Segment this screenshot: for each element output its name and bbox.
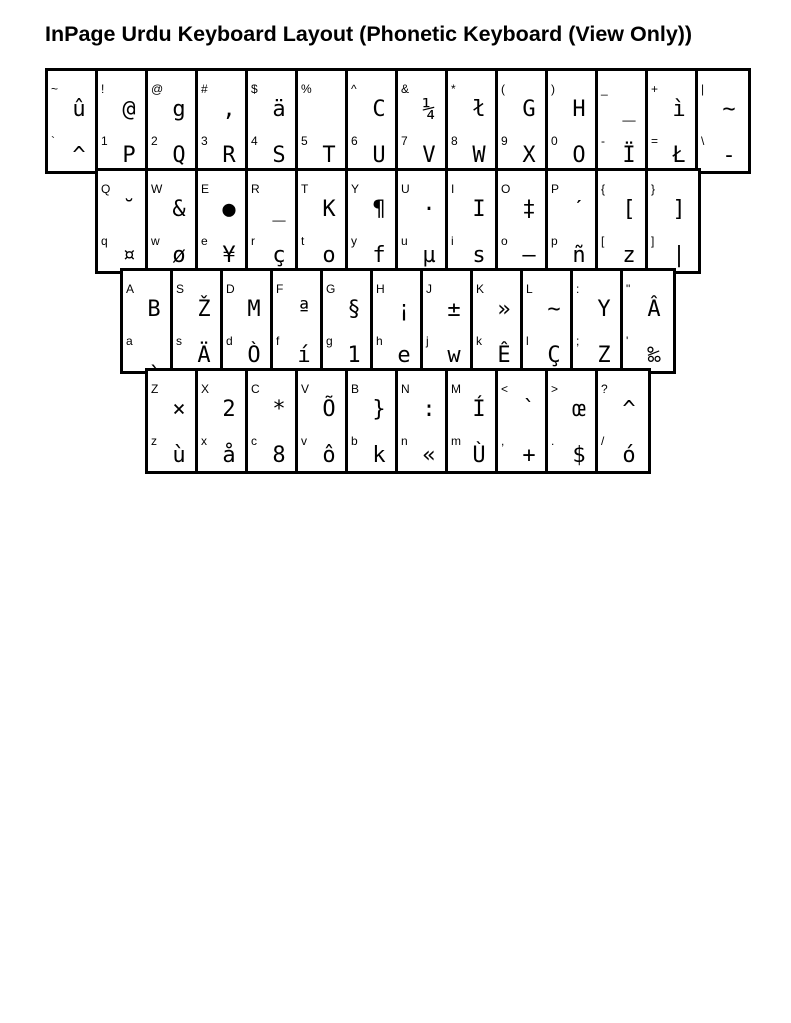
shift-glyph: K <box>322 197 336 222</box>
key-label: \ <box>701 134 705 148</box>
glyph: Ù <box>472 443 486 468</box>
key-shift-label: L <box>526 282 533 296</box>
glyph: í <box>297 343 311 368</box>
qwerty-row <box>95 168 701 274</box>
glyph: | <box>672 243 686 268</box>
key-label: e <box>201 234 208 248</box>
key-label: l <box>526 334 529 348</box>
shift-glyph: Í <box>472 397 486 422</box>
key-e <box>198 171 248 271</box>
shift-glyph: ¼ <box>422 97 436 122</box>
key-label: 6 <box>351 134 358 148</box>
key-label: 4 <box>251 134 258 148</box>
key-label: s <box>176 334 182 348</box>
key-shift-label: ^ <box>351 82 357 96</box>
key-shift-label: % <box>301 82 312 96</box>
glyph: ^ <box>72 143 86 168</box>
key-w <box>148 171 198 271</box>
key-j <box>423 271 473 371</box>
key-label: x <box>201 434 207 448</box>
shift-glyph: · <box>422 197 436 222</box>
key-label: , <box>501 434 505 448</box>
key-7 <box>398 71 448 171</box>
key-label: . <box>551 434 555 448</box>
key-label: 3 <box>201 134 208 148</box>
key-shift-label: } <box>651 182 656 196</box>
shift-glyph: ˘ <box>122 197 136 222</box>
key-label: - <box>601 134 605 148</box>
key-label: 9 <box>501 134 508 148</box>
key-shift-label: & <box>401 82 410 96</box>
shift-glyph: ¶ <box>372 197 386 222</box>
shift-glyph: [ <box>622 197 636 222</box>
key-z <box>148 371 198 471</box>
key-label: w <box>151 234 160 248</box>
shift-glyph: § <box>347 297 361 322</box>
shift-glyph: ± <box>447 297 461 322</box>
key-label: ' <box>626 334 629 348</box>
key-u47 <box>598 371 648 471</box>
key-i <box>448 171 498 271</box>
key-label: r <box>251 234 255 248</box>
key-shift-label: M <box>451 382 461 396</box>
shift-glyph: ª <box>297 297 311 322</box>
key-o <box>498 171 548 271</box>
key-shift-label: ( <box>501 82 505 96</box>
glyph: ñ <box>572 243 586 268</box>
key-shift-label: : <box>576 282 580 296</box>
glyph: e <box>397 343 411 368</box>
key-label: g <box>326 334 333 348</box>
key-u46 <box>548 371 598 471</box>
key-u39 <box>623 271 673 371</box>
page-title: InPage Urdu Keyboard Layout (Phonetic Keyboard (View Only)) <box>45 22 693 46</box>
shift-glyph: M <box>247 297 261 322</box>
glyph: Ä <box>197 343 211 368</box>
key-label: = <box>651 134 659 148</box>
key-shift-label: P <box>551 182 560 196</box>
key-9 <box>498 71 548 171</box>
key-shift-label: G <box>326 282 336 296</box>
shift-glyph: ` <box>522 397 536 422</box>
key-label: u <box>401 234 408 248</box>
key-label: 8 <box>451 134 458 148</box>
glyph: s <box>472 243 486 268</box>
key-label: 7 <box>401 134 408 148</box>
key-label: z <box>151 434 157 448</box>
key-t <box>298 171 348 271</box>
key-p <box>548 171 598 271</box>
key-shift-label: ? <box>601 382 608 396</box>
key-v <box>298 371 348 471</box>
shift-glyph: _ <box>622 97 636 122</box>
key-label: v <box>301 434 307 448</box>
key-label: i <box>451 234 454 248</box>
shift-glyph: ] <box>672 197 686 222</box>
key-shift-label: B <box>351 382 360 396</box>
key-m <box>448 371 498 471</box>
key-shift-label: R <box>251 182 260 196</box>
glyph: X <box>522 143 536 168</box>
key-shift-label: ) <box>551 82 555 96</box>
shift-glyph: 2 <box>222 397 236 422</box>
key-8 <box>448 71 498 171</box>
key-label: 0 <box>551 134 558 148</box>
shift-glyph: ˊ <box>572 197 586 222</box>
key-label: k <box>476 334 482 348</box>
key-shift-label: C <box>251 382 260 396</box>
shift-glyph: g <box>172 97 186 122</box>
key-q <box>98 171 148 271</box>
key-shift-label: H <box>376 282 385 296</box>
glyph: f <box>372 243 386 268</box>
glyph: w <box>447 343 461 368</box>
glyph: µ <box>422 243 436 268</box>
glyph: ô <box>322 443 336 468</box>
shift-glyph: } <box>372 397 386 422</box>
shift-glyph: & <box>172 197 186 222</box>
key-shift-label: F <box>276 282 284 296</box>
shift-glyph: : <box>422 397 436 422</box>
key-label: j <box>426 334 429 348</box>
key-shift-label: V <box>301 382 310 396</box>
key-shift-label: _ <box>601 82 608 96</box>
shift-glyph: ^ <box>622 397 636 422</box>
key-u <box>398 171 448 271</box>
glyph: Ï <box>622 143 636 168</box>
glyph: S <box>272 143 286 168</box>
key-shift-label: A <box>126 282 135 296</box>
glyph: ó <box>622 443 636 468</box>
glyph: U <box>372 143 386 168</box>
shift-glyph: œ <box>572 397 586 422</box>
key-3 <box>198 71 248 171</box>
glyph: ø <box>172 243 186 268</box>
key-u96 <box>48 71 98 171</box>
glyph: ¤ <box>122 243 136 268</box>
key-label: t <box>301 234 305 248</box>
glyph: 1 <box>347 343 361 368</box>
key-6 <box>348 71 398 171</box>
shift-glyph: ~ <box>547 297 561 322</box>
shift-glyph: × <box>172 397 186 422</box>
key-n <box>398 371 448 471</box>
key-u44 <box>498 371 548 471</box>
key-label: m <box>451 434 461 448</box>
key-label: 5 <box>301 134 308 148</box>
key-label: [ <box>601 234 605 248</box>
glyph: Ê <box>497 343 511 368</box>
shift-glyph: Õ <box>322 397 336 422</box>
key-label: h <box>376 334 383 348</box>
shift-glyph: ‡ <box>522 197 536 222</box>
key-r <box>248 171 298 271</box>
shift-glyph: Ž <box>197 297 211 322</box>
key-label: / <box>601 434 605 448</box>
key-label: d <box>226 334 233 348</box>
home-row <box>120 268 676 374</box>
key-label: ; <box>576 334 580 348</box>
key-1 <box>98 71 148 171</box>
key-shift-label: $ <box>251 82 258 96</box>
key-label: q <box>101 234 108 248</box>
key-u59 <box>573 271 623 371</box>
glyph: z <box>622 243 636 268</box>
key-x <box>198 371 248 471</box>
glyph: ù <box>172 443 186 468</box>
key-label: b <box>351 434 358 448</box>
shift-glyph: Â <box>647 297 661 322</box>
key-label: f <box>276 334 280 348</box>
shift-glyph: ~ <box>722 97 736 122</box>
key-shift-label: S <box>176 282 185 296</box>
key-shift-label: ! <box>101 82 105 96</box>
key-label: y <box>351 234 357 248</box>
glyph: Ç <box>547 343 561 368</box>
glyph: å <box>222 443 236 468</box>
key-shift-label: Y <box>351 182 360 196</box>
glyph: ç <box>272 243 286 268</box>
glyph: – <box>522 243 536 268</box>
key-label: a <box>126 334 133 348</box>
key-label: n <box>401 434 408 448</box>
glyph: Ł <box>672 143 686 168</box>
key-shift-label: W <box>151 182 163 196</box>
glyph: Ò <box>247 343 261 368</box>
shift-glyph: ä <box>272 97 286 122</box>
shift-glyph: ¡ <box>397 297 411 322</box>
glyph: k <box>372 443 386 468</box>
glyph: W <box>472 143 486 168</box>
glyph: ˎ <box>147 343 161 368</box>
key-shift-label: O <box>501 182 511 196</box>
shift-glyph: _ <box>272 197 286 222</box>
shift-glyph: , <box>222 97 236 122</box>
shift-glyph: B <box>147 297 161 322</box>
key-u93 <box>648 171 698 271</box>
key-shift-label: @ <box>151 82 164 96</box>
shift-glyph: ł <box>472 97 486 122</box>
key-shift-label: X <box>201 382 210 396</box>
key-y <box>348 171 398 271</box>
glyph: T <box>322 143 336 168</box>
shift-glyph: ì <box>672 97 686 122</box>
glyph: O <box>572 143 586 168</box>
key-shift-label: E <box>201 182 210 196</box>
glyph: « <box>422 443 436 468</box>
key-u45 <box>598 71 648 171</box>
key-label: c <box>251 434 257 448</box>
glyph: V <box>422 143 436 168</box>
key-s <box>173 271 223 371</box>
key-u92 <box>698 71 748 171</box>
key-shift-label: * <box>451 82 456 96</box>
shift-glyph: » <box>497 297 511 322</box>
glyph: $ <box>572 443 586 468</box>
key-2 <box>148 71 198 171</box>
key-label: ` <box>51 134 55 148</box>
glyph: Q <box>172 143 186 168</box>
glyph: ‰ <box>647 343 661 368</box>
key-shift-label: Q <box>101 182 111 196</box>
glyph: o <box>322 243 336 268</box>
key-label: o <box>501 234 508 248</box>
shift-glyph: C <box>372 97 386 122</box>
key-shift-label: ~ <box>51 82 59 96</box>
key-l <box>523 271 573 371</box>
key-shift-label: + <box>651 82 659 96</box>
key-u61 <box>648 71 698 171</box>
key-u91 <box>598 171 648 271</box>
shift-glyph: @ <box>122 97 136 122</box>
key-shift-label: | <box>701 82 705 96</box>
key-0 <box>548 71 598 171</box>
key-b <box>348 371 398 471</box>
shift-glyph: * <box>272 397 286 422</box>
key-5 <box>298 71 348 171</box>
key-f <box>273 271 323 371</box>
key-shift-label: J <box>426 282 432 296</box>
shift-glyph: I <box>472 197 486 222</box>
key-shift-label: U <box>401 182 410 196</box>
key-g <box>323 271 373 371</box>
glyph: Z <box>597 343 611 368</box>
key-h <box>373 271 423 371</box>
key-label: ] <box>651 234 655 248</box>
key-shift-label: D <box>226 282 235 296</box>
key-k <box>473 271 523 371</box>
key-label: 1 <box>101 134 108 148</box>
shift-glyph: H <box>572 97 586 122</box>
shift-glyph: G <box>522 97 536 122</box>
bottom-row <box>145 368 651 474</box>
key-shift-label: T <box>301 182 309 196</box>
key-label: p <box>551 234 558 248</box>
key-shift-label: " <box>626 282 631 296</box>
key-shift-label: < <box>501 382 509 396</box>
key-shift-label: Z <box>151 382 159 396</box>
glyph: - <box>722 143 736 168</box>
key-d <box>223 271 273 371</box>
shift-glyph: û <box>72 97 86 122</box>
key-c <box>248 371 298 471</box>
key-4 <box>248 71 298 171</box>
key-shift-label: I <box>451 182 455 196</box>
glyph: 8 <box>272 443 286 468</box>
number-row <box>45 68 751 174</box>
key-shift-label: > <box>551 382 559 396</box>
glyph: ¥ <box>222 243 236 268</box>
shift-glyph: ● <box>222 197 236 222</box>
key-shift-label: # <box>201 82 208 96</box>
key-shift-label: N <box>401 382 410 396</box>
glyph: P <box>122 143 136 168</box>
glyph: + <box>522 443 536 468</box>
glyph: R <box>222 143 236 168</box>
key-shift-label: K <box>476 282 485 296</box>
key-a <box>123 271 173 371</box>
key-shift-label: { <box>601 182 606 196</box>
key-label: 2 <box>151 134 158 148</box>
shift-glyph: Y <box>597 297 611 322</box>
